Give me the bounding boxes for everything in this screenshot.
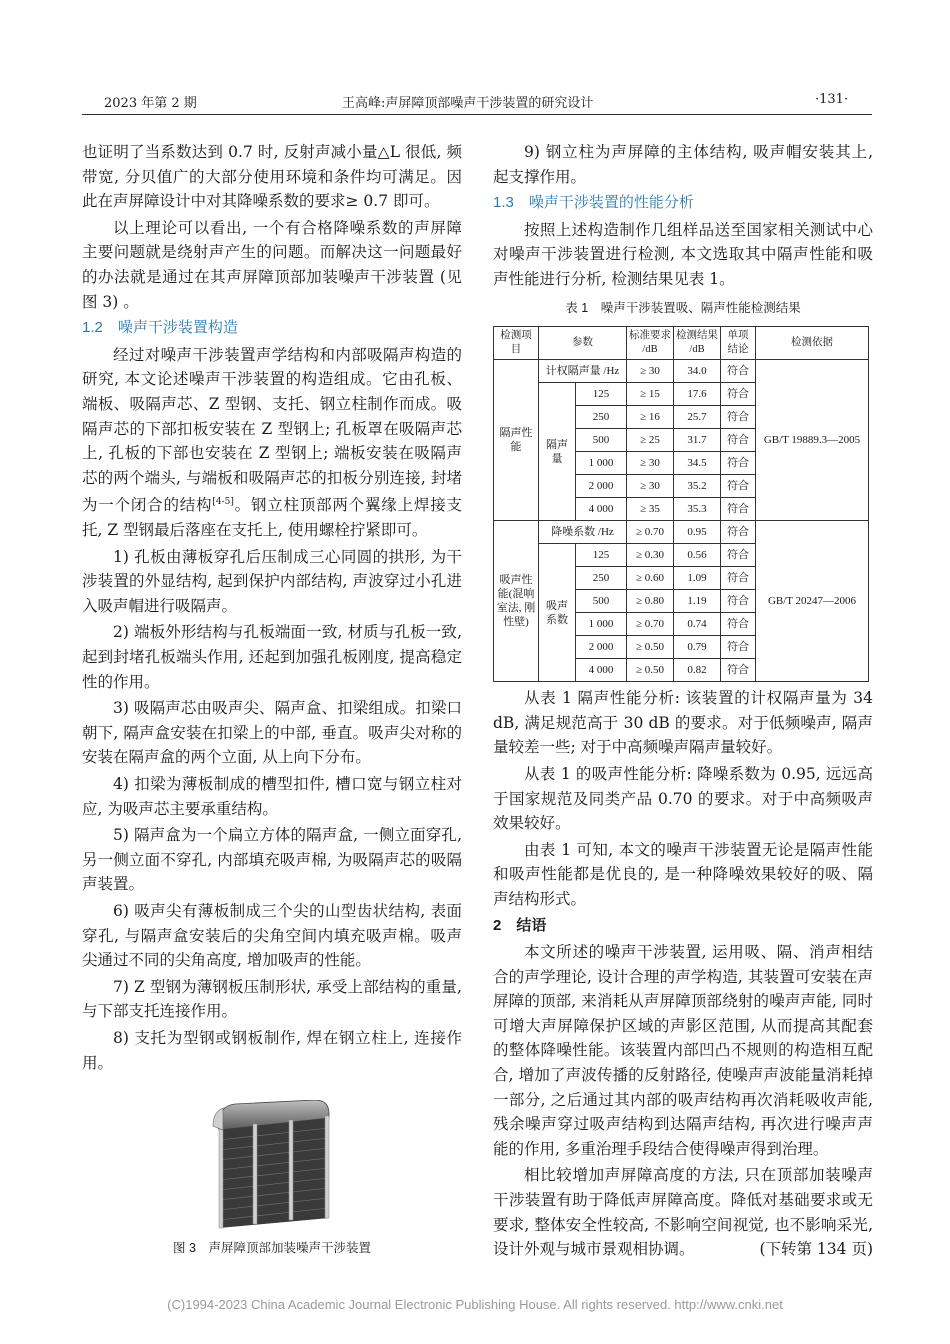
running-header-title: 王高峰:声屏障顶部噪声干涉装置的研究设计 (342, 96, 594, 111)
list-item: 1) 孔板由薄板穿孔后压制成三心同圆的拱形, 为干涉装置的外显结构, 起到保护内部结构, 声波穿过小孔进入吸声帽进行吸隔声。 (82, 547, 462, 615)
cell-result: 1.09 (674, 567, 721, 590)
cell-std: ≥ 25 (627, 429, 674, 452)
section-heading-1-2: 1.2 噪声干涉装置构造 (82, 319, 238, 337)
cell-std: ≥ 0.70 (627, 521, 674, 544)
subgroup-insulation: 隔声量 (539, 383, 576, 521)
paragraph: 从表 1 的吸声性能分析: 降噪系数为 0.95, 远远高于国家规范及同类产品 0.70 的要求。对于中高频吸声效果较好。 (493, 764, 873, 833)
figure-3-noise-barrier-illustration (195, 1100, 345, 1230)
cell-std: ≥ 16 (627, 406, 674, 429)
cell-verdict: 符合 (721, 360, 756, 383)
table-header-row (494, 327, 869, 360)
cell-basis: GB/T 20247—2006 (756, 521, 869, 682)
cell-param: 计权隔声量 /Hz (539, 360, 627, 383)
section-heading-2: 2 结语 (493, 916, 547, 934)
cell-freq: 2 000 (576, 636, 627, 659)
copyright-footer: (C)1994-2023 China Academic Journal Electronic Publishing House. All rights reserved. http://www.cnki.net (167, 1297, 783, 1312)
cell-freq: 250 (576, 567, 627, 590)
cell-verdict: 符合 (721, 406, 756, 429)
cell-verdict: 符合 (721, 544, 756, 567)
cell-basis: GB/T 19889.3—2005 (756, 360, 869, 521)
cell-verdict: 符合 (721, 475, 756, 498)
section-heading-1-3: 1.3 噪声干涉装置的性能分析 (493, 194, 694, 212)
cell-std: ≥ 0.70 (627, 613, 674, 636)
paragraph-text: 相比较增加声屏障高度的方法, 只在顶部加装噪声干涉装置有助于降低声屏障高度。降低对基础要求或无要求, 整体安全性较高, 不影响空间视觉, 也不影响采光, 设计外观与城市景观相协调。 (493, 1166, 873, 1259)
cell-verdict: 符合 (721, 613, 756, 636)
cell-std: ≥ 30 (627, 475, 674, 498)
cell-result: 0.74 (674, 613, 721, 636)
running-header-issue: 2023 年第 2 期 (104, 96, 197, 111)
cell-verdict: 符合 (721, 498, 756, 521)
paragraph-text: 。钢立柱顶部两个翼缘上焊接支托, Z 型钢最后落座在支托上, 使用螺栓拧紧即可。 (82, 496, 462, 540)
cell-result: 35.3 (674, 498, 721, 521)
cell-std: ≥ 0.50 (627, 659, 674, 682)
table-1-test-results (493, 326, 869, 682)
paragraph: 本文所述的噪声干涉装置, 运用吸、隔、消声相结合的声学理论, 设计合理的声学构造, 其装置可安装在声屏障的顶部, 来消耗从声屏障顶部绕射的噪声声能, 同时可增大声屏障保护区域的声影区范围, 从而提高其配套的整体降噪性能。该装置内部凹凸不规则的构造相互配合, 增加了声波传播的反射路径, 使噪声声波能量消耗掉一部分, 之后通过其内部的吸声结构再次消耗吸收声能, 残余噪声穿过吸声结构到达隔声结构, 再次进行噪声声能的作用, 多重治理手段结合使得噪声得到治理。 (493, 943, 873, 1158)
cell-freq: 500 (576, 590, 627, 613)
running-header-page: ·131· (815, 92, 849, 107)
left-column (82, 140, 462, 1077)
continuation-note: (下转第 134 页) (759, 1240, 873, 1259)
paragraph: 从表 1 隔声性能分析: 该装置的计权隔声量为 34 dB, 满足规范高于 30 dB 的要求。对于低频噪声, 隔声量较差一些; 对于中高频噪声隔声量较好。 (493, 689, 873, 757)
cell-result: 0.95 (674, 521, 721, 544)
cell-verdict: 符合 (721, 383, 756, 406)
cell-std: ≥ 30 (627, 360, 674, 383)
list-item: 2) 端板外形结构与孔板端面一致, 材质与孔板一致, 起到封堵孔板端头作用, 还起到加强孔板刚度, 提高稳定性的作用。 (82, 623, 462, 691)
paragraph: 以上理论可以看出, 一个有合格降噪系数的声屏障主要问题就是绕射声产生的问题。而解决这一问题最好的办法就是通过在其声屏障顶部加装噪声干涉装置 (见图 3) 。 (82, 218, 462, 311)
list-item: 9) 钢立柱为声屏障的主体结构, 吸声帽安装其上, 起支撑作用。 (493, 143, 873, 186)
figure-3-caption: 图 3 声屏障顶部加装噪声干涉装置 (173, 1241, 371, 1255)
cell-freq: 125 (576, 383, 627, 406)
cell-verdict: 符合 (721, 590, 756, 613)
th-std: 标准要求 /dB (627, 327, 674, 360)
cell-freq: 4 000 (576, 659, 627, 682)
th-item: 检测项目 (494, 327, 539, 360)
th-verdict: 单项结论 (721, 327, 756, 360)
table-row (494, 360, 869, 383)
cell-verdict: 符合 (721, 659, 756, 682)
cell-verdict: 符合 (721, 452, 756, 475)
cell-result: 31.7 (674, 429, 721, 452)
cell-freq: 1 000 (576, 613, 627, 636)
cell-verdict: 符合 (721, 429, 756, 452)
cell-std: ≥ 15 (627, 383, 674, 406)
cell-freq: 250 (576, 406, 627, 429)
paragraph (82, 343, 462, 543)
list-item: 3) 吸隔声芯由吸声尖、隔声盒、扣梁组成。扣梁口朝下, 隔声盒安装在扣梁上的中部, 垂直。吸声尖对称的安装在隔声盒的两个立面, 从上向下分布。 (82, 699, 462, 767)
table-row (494, 521, 869, 544)
th-result: 检测结果 /dB (674, 327, 721, 360)
citation-ref[interactable]: [4-5] (212, 497, 234, 508)
cell-freq: 125 (576, 544, 627, 567)
th-param: 参数 (539, 327, 627, 360)
cell-param: 降噪系数 /Hz (539, 521, 627, 544)
group-sound-insulation: 隔声性能 (494, 360, 539, 521)
subgroup-absorption: 吸声系数 (539, 544, 576, 682)
cell-result: 17.6 (674, 383, 721, 406)
paragraph-text: 经过对噪声干涉装置声学结构和内部吸隔声构造的研究, 本文论述噪声干涉装置的构造组成。它由孔板、端板、吸隔声芯、Z 型钢、支托、钢立柱制作而成。吸隔声芯的下部扣板安装在 Z 型钢上; 孔板罩在吸隔声芯上, 孔板的下部也安装在 Z 型钢上; 端板安装在吸隔声芯的两个端头, 与端板和吸隔声芯的扣板分别连接, 封堵为一个闭合的结构 (82, 345, 462, 515)
cell-std: ≥ 0.60 (627, 567, 674, 590)
cell-result: 0.82 (674, 659, 721, 682)
list-item: 4) 扣梁为薄板制成的槽型扣件, 槽口宽与钢立柱对应, 为吸声芯主要承重结构。 (82, 775, 462, 818)
header-rule (82, 114, 872, 115)
cell-freq: 500 (576, 429, 627, 452)
paragraph: 按照上述构造制作几组样品送至国家相关测试中心对噪声干涉装置进行检测, 本文选取其中隔声性能和吸声性能进行分析, 检测结果见表 1。 (493, 220, 873, 288)
cell-verdict: 符合 (721, 521, 756, 544)
list-item: 7) Z 型钢为薄钢板压制形状, 承受上部结构的重量, 与下部支托连接作用。 (82, 977, 462, 1021)
cell-freq: 2 000 (576, 475, 627, 498)
paragraph: 由表 1 可知, 本文的噪声干涉装置无论是隔声性能和吸声性能都是优良的, 是一种降噪效果较好的吸、隔声结构形式。 (493, 840, 873, 908)
cell-result: 0.79 (674, 636, 721, 659)
table-1-caption: 表 1 噪声干涉装置吸、隔声性能检测结果 (565, 300, 801, 315)
cell-freq: 4 000 (576, 498, 627, 521)
list-item: 5) 隔声盒为一个扁立方体的隔声盒, 一侧立面穿孔, 另一侧立面不穿孔, 内部填充吸声棉, 为吸隔声芯的吸隔声装置。 (82, 826, 462, 894)
paragraph: 也证明了当系数达到 0.7 时, 反射声减小量△L 很低, 频带宽, 分贝值广的大部分使用环境和条件均可满足。因此在声屏障设计中对其降噪系数的要求≥ 0.7 即可。 (82, 143, 462, 211)
cell-result: 0.56 (674, 544, 721, 567)
list-item: 8) 支托为型钢或钢板制作, 焊在钢立柱上, 连接作用。 (82, 1028, 462, 1072)
cell-std: ≥ 0.50 (627, 636, 674, 659)
cell-std: ≥ 35 (627, 498, 674, 521)
cell-verdict: 符合 (721, 636, 756, 659)
right-column (493, 140, 873, 1264)
cell-verdict: 符合 (721, 567, 756, 590)
cell-result: 34.5 (674, 452, 721, 475)
paragraph (493, 1163, 873, 1261)
cell-result: 35.2 (674, 475, 721, 498)
cell-result: 34.0 (674, 360, 721, 383)
cell-std: ≥ 0.80 (627, 590, 674, 613)
cell-result: 25.7 (674, 406, 721, 429)
th-basis: 检测依据 (756, 327, 869, 360)
cell-std: ≥ 30 (627, 452, 674, 475)
cell-std: ≥ 0.30 (627, 544, 674, 567)
group-sound-absorption: 吸声性能(混响室法, 刚性壁) (494, 521, 539, 682)
cell-freq: 1 000 (576, 452, 627, 475)
cell-result: 1.19 (674, 590, 721, 613)
list-item: 6) 吸声尖有薄板制成三个尖的山型齿状结构, 表面穿孔, 与隔声盒安装后的尖角空间内填充吸声棉。吸声尖通过不同的尖角高度, 增加吸声的性能。 (82, 901, 462, 970)
